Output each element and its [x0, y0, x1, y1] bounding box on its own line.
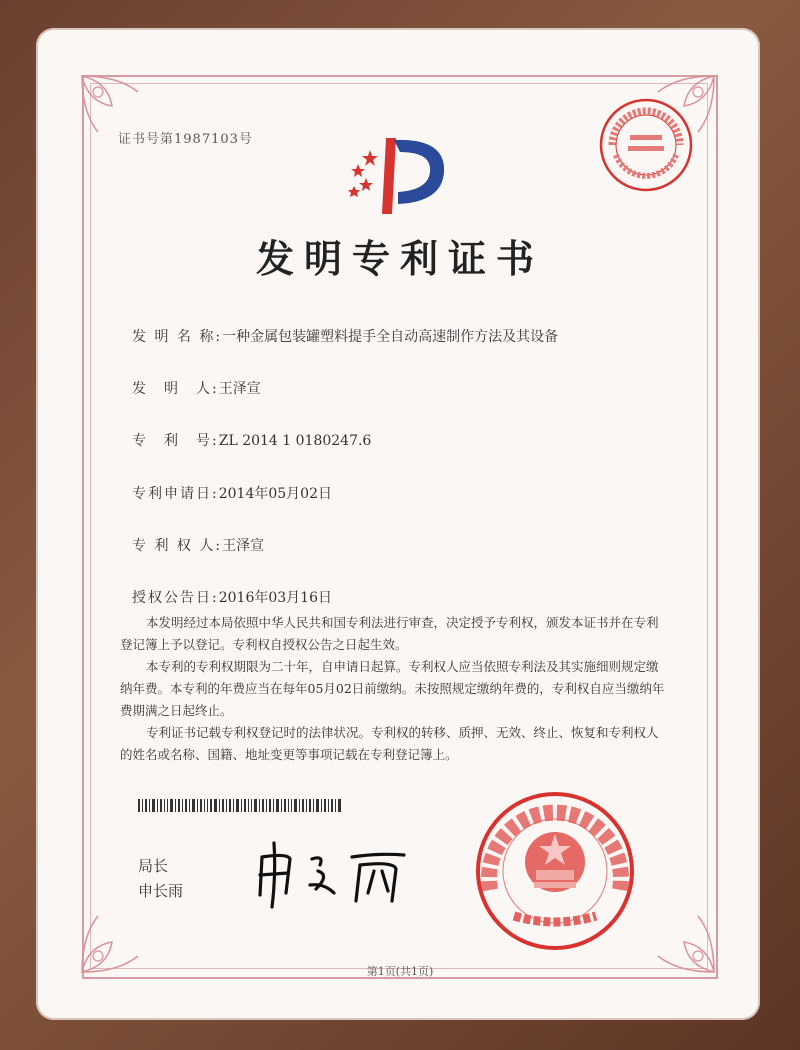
certificate-title: 发明专利证书 — [255, 236, 544, 281]
field-patent-number — [132, 430, 371, 450]
field-value: 王泽宣 — [222, 538, 265, 554]
field-label: 授权公告日: — [132, 590, 219, 606]
certificate-body — [120, 612, 665, 766]
tax-stamp-seal — [598, 97, 694, 193]
field-label: 发 明 名 称: — [132, 329, 223, 345]
body-paragraph: 本发明经过本局依照中华人民共和国专利法进行审查，决定授予专利权，颁发本证书并在专利登记簿上予以登记。专利权自授权公告之日起生效。 — [120, 615, 659, 652]
field-inventor — [132, 378, 261, 398]
barcode — [138, 799, 343, 812]
page-number: 第1页(共1页) — [366, 965, 434, 978]
field-value: 王泽宣 — [218, 381, 261, 397]
field-value: ZL 2014 1 0180247.6 — [218, 433, 372, 449]
ip-office-seal — [474, 790, 636, 952]
field-value: 2014年05月02日 — [218, 486, 332, 502]
director-title: 局长 — [138, 857, 169, 875]
director-signature — [248, 835, 418, 910]
director-name: 申长雨 — [138, 882, 184, 900]
certificate-number: 证书号第1987103号 — [118, 132, 253, 147]
body-paragraph: 专利证书记载专利权登记时的法律状况。专利权的转移、质押、无效、终止、恢复和专利权人的姓名或名称、国籍、地址变更等事项记载在专利登记簿上。 — [120, 725, 659, 762]
field-label: 专 利 权 人: — [132, 538, 223, 554]
field-value: 一种金属包装罐塑料提手全自动高速制作方法及其设备 — [222, 329, 559, 345]
field-value: 2016年03月16日 — [218, 590, 332, 606]
body-paragraph: 本专利的专利权期限为二十年，自申请日起算。专利权人应当依照专利法及其实施细则规定缴纳年费。本专利的年费应当在每年05月02日前缴纳。未按照规定缴纳年费的，专利权自应当缴纳年费期满之日起终止。 — [120, 659, 665, 718]
field-label: 发 明 人: — [132, 381, 219, 397]
patent-office-logo — [336, 128, 456, 218]
field-grant-date — [132, 587, 332, 607]
field-application-date — [132, 483, 332, 503]
field-label: 专利申请日: — [132, 486, 219, 502]
field-invention-name — [132, 326, 558, 346]
field-label: 专 利 号: — [132, 433, 219, 449]
field-patentee — [132, 535, 264, 555]
